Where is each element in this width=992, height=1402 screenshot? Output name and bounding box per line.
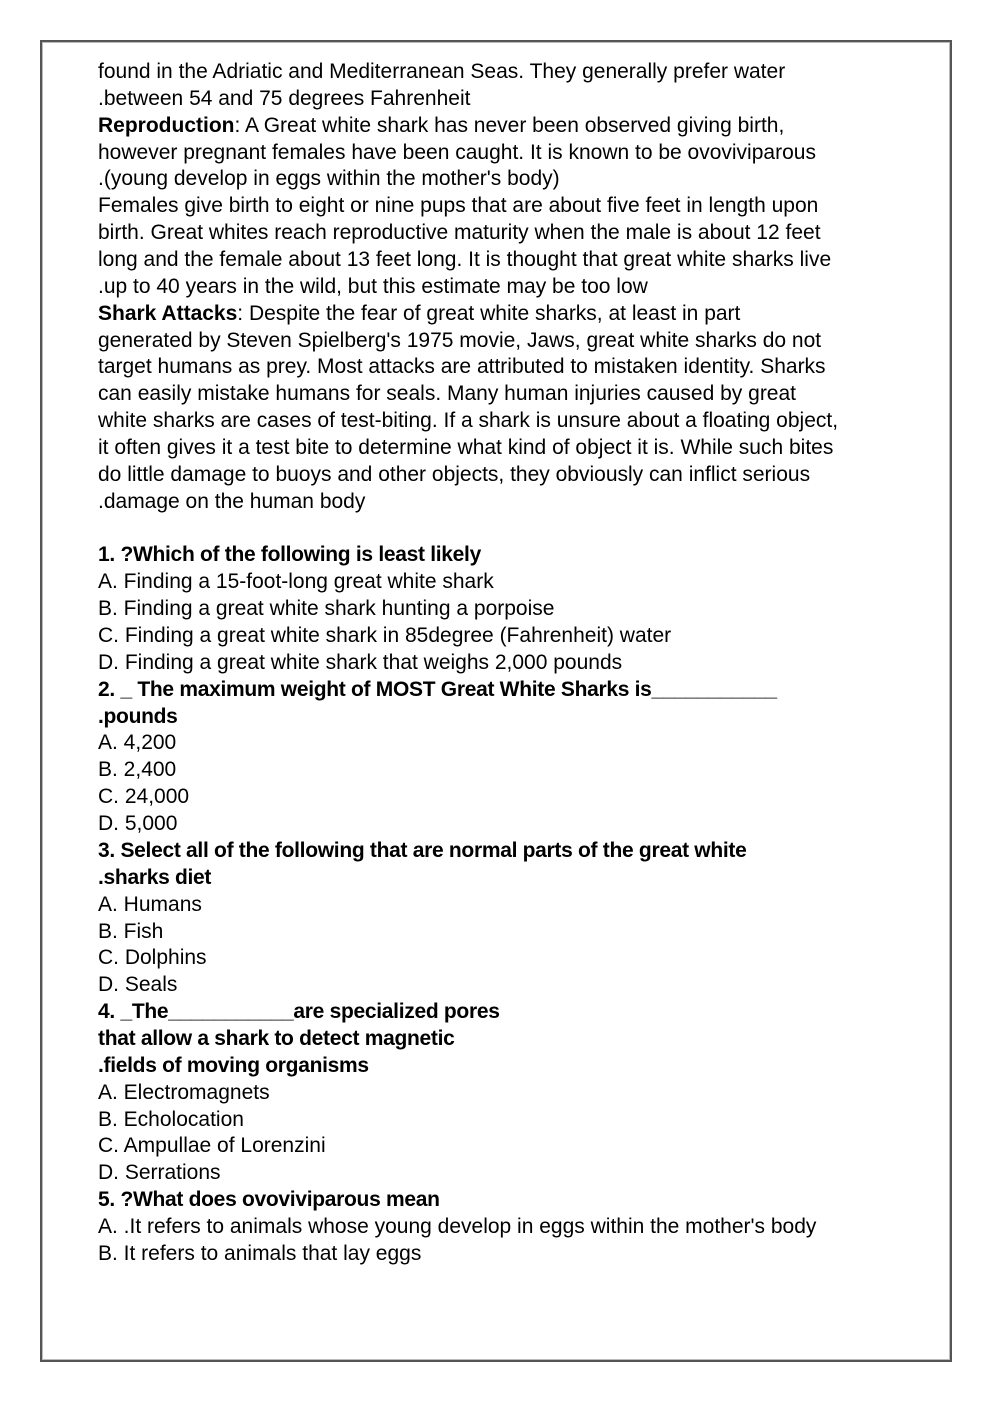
question-prompt: 1. ?Which of the following is least likely [98, 543, 481, 567]
answer-option[interactable]: A. .It refers to animals whose young develop in eggs within the mother's body [98, 1214, 817, 1238]
passage-line [98, 220, 938, 247]
question-2 [98, 677, 938, 838]
question-prompt: that allow a shark to detect magnetic [98, 1026, 455, 1050]
answer-option[interactable]: B. It refers to animals that lay eggs [98, 1241, 422, 1265]
passage-line [98, 462, 938, 489]
passage-text: .between 54 and 75 degrees Fahrenheit [98, 86, 471, 110]
passage-text: found in the Adriatic and Mediterranean Seas. They generally prefer water [98, 60, 786, 83]
question-5 [98, 1187, 938, 1268]
passage-text: birth. Great whites reach reproductive maturity when the male is about 12 feet [98, 221, 821, 245]
passage-text: Females give birth to eight or nine pups that are about five feet in length upon [98, 194, 819, 218]
answer-option[interactable]: D. Seals [98, 973, 178, 997]
answer-option[interactable]: B. Echolocation [98, 1107, 244, 1131]
answer-option[interactable]: D. Serrations [98, 1161, 221, 1185]
answer-option[interactable]: A. Humans [98, 892, 202, 916]
blank-line [98, 516, 938, 543]
question-prompt: .sharks diet [98, 865, 212, 889]
passage-text: .up to 40 years in the wild, but this estimate may be too low [98, 274, 648, 298]
passage-text: do little damage to buoys and other objects, they obviously can inflict serious [98, 462, 811, 486]
passage-line [98, 435, 938, 462]
passage-text: .(young develop in eggs within the mother's body) [98, 167, 560, 191]
answer-option[interactable]: D. 5,000 [98, 812, 178, 836]
answer-option[interactable]: C. Finding a great white shark in 85degree (Fahrenheit) water [98, 624, 672, 648]
answer-option[interactable]: B. Finding a great white shark hunting a porpoise [98, 597, 555, 621]
question-prompt: .pounds [98, 704, 178, 728]
passage-line [98, 489, 938, 516]
passage-line [98, 166, 938, 193]
passage-text: target humans as prey. Most attacks are attributed to mistaken identity. Sharks [98, 355, 826, 379]
document-body [98, 59, 938, 1268]
passage-line [98, 408, 938, 435]
question-prompt: 3. Select all of the following that are normal parts of the great white [98, 838, 747, 862]
answer-option[interactable]: A. Finding a 15-foot-long great white shark [98, 570, 494, 594]
question-prompt: 4. _The___________are specialized pores [98, 1000, 500, 1024]
passage-text: however pregnant females have been caught. It is known to be ovoviviparous [98, 140, 816, 164]
question-4 [98, 999, 938, 1187]
passage-text: : A Great white shark has never been observed giving birth, [234, 113, 785, 137]
answer-option[interactable]: B. Fish [98, 919, 164, 943]
section-heading: Shark Attacks [98, 301, 238, 325]
questions [98, 542, 938, 1267]
answer-option[interactable]: C. Ampullae of Lorenzini [98, 1134, 326, 1158]
passage-text: can easily mistake humans for seals. Many human injuries caused by great [98, 382, 797, 406]
answer-option[interactable]: A. Electromagnets [98, 1080, 270, 1104]
passage-line [98, 274, 938, 301]
answer-option[interactable]: D. Finding a great white shark that weighs 2,000 pounds [98, 650, 623, 674]
answer-option[interactable]: B. 2,400 [98, 758, 177, 782]
question-prompt: 5. ?What does ovoviviparous mean [98, 1188, 440, 1212]
passage-text: generated by Steven Spielberg's 1975 movie, Jaws, great white sharks do not [98, 328, 822, 352]
passage-text: : Despite the fear of great white sharks, at least in part [237, 301, 741, 325]
passage-text: long and the female about 13 feet long. It is thought that great white sharks live [98, 248, 832, 272]
passage-line [98, 113, 938, 140]
question-1 [98, 542, 938, 676]
passage-line [98, 193, 938, 220]
passage-line [98, 328, 938, 355]
answer-option[interactable]: C. Dolphins [98, 946, 207, 970]
passage-line [98, 301, 938, 328]
answer-option[interactable]: C. 24,000 [98, 785, 190, 809]
passage-line [98, 381, 938, 408]
answer-option[interactable]: A. 4,200 [98, 731, 177, 755]
passage-line [98, 59, 938, 86]
passage-text: .damage on the human body [98, 489, 366, 513]
passage [98, 59, 938, 516]
question-3 [98, 838, 938, 999]
passage-line [98, 140, 938, 167]
question-prompt: .fields of moving organisms [98, 1053, 369, 1077]
section-heading: Reproduction [98, 113, 235, 137]
passage-line [98, 86, 938, 113]
question-prompt: 2. _ The maximum weight of MOST Great White Sharks is___________ [98, 677, 777, 701]
passage-text: white sharks are cases of test-biting. If a shark is unsure about a floating object, [98, 409, 839, 433]
passage-line [98, 247, 938, 274]
passage-text: it often gives it a test bite to determine what kind of object it is. While such bites [98, 436, 834, 460]
passage-line [98, 354, 938, 381]
